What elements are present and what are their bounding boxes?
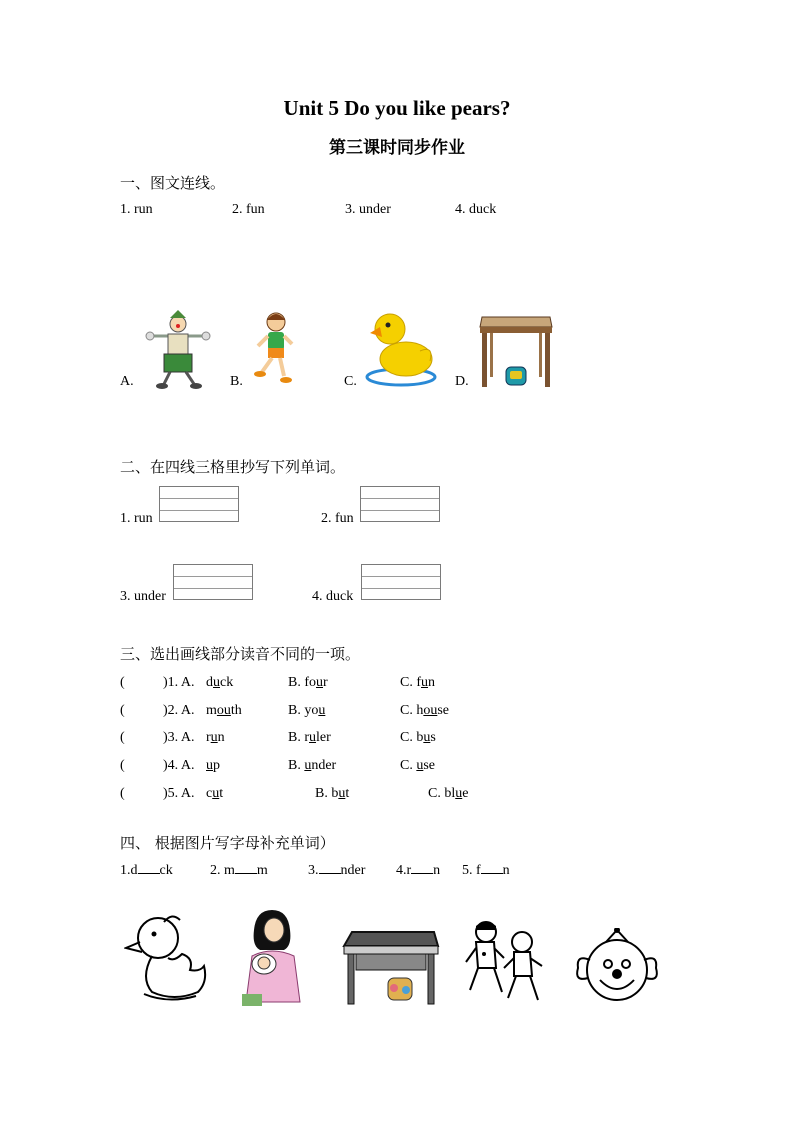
- word-part: th: [230, 703, 242, 718]
- s2-word-1: 1. run: [120, 511, 153, 526]
- mother-baby-icon: [242, 906, 302, 1006]
- s3-option-a: [206, 703, 242, 719]
- s3-answer-paren[interactable]: (: [120, 758, 125, 773]
- underlined-part: u: [423, 730, 431, 745]
- s3-option-b: [288, 675, 328, 691]
- underlined-part: u: [416, 758, 424, 773]
- underlined-part: u: [338, 786, 346, 801]
- option-letter: B.: [288, 703, 305, 718]
- word-part: b: [416, 730, 424, 745]
- writing-grid-1[interactable]: [159, 486, 239, 522]
- word-part: e: [462, 786, 469, 801]
- section2-heading: 二、在四线三格里抄写下列单词。: [120, 458, 346, 476]
- s3-option-a: [206, 786, 223, 802]
- s3-option-b: [288, 730, 331, 746]
- writing-grid-2[interactable]: [360, 486, 440, 522]
- s3-question-number: )3. A.: [163, 730, 195, 745]
- option-letter: B.: [315, 786, 332, 801]
- s1-word-4: 4. duck: [455, 202, 497, 217]
- word-part: ck: [220, 675, 234, 690]
- word-part: se: [437, 703, 450, 718]
- word-part: n: [217, 730, 225, 745]
- s3-option-b: [288, 703, 325, 719]
- option-letter: C.: [400, 675, 417, 690]
- s2-word-2: 2. fun: [321, 511, 354, 526]
- underlined-part: u: [212, 786, 220, 801]
- underlined-part: u: [213, 675, 220, 690]
- section4-heading: 四、 根据图片写字母补充单词）: [120, 834, 335, 852]
- s3-option-a: [206, 758, 220, 774]
- section3-heading: 三、选出画线部分读音不同的一项。: [120, 645, 361, 663]
- word-part: nder: [311, 758, 337, 773]
- s3-option-c: [428, 786, 468, 802]
- s3-answer-paren[interactable]: (: [120, 786, 125, 801]
- word-part: fo: [304, 675, 317, 690]
- running-boy-icon: [250, 310, 300, 388]
- s3-option-b: [288, 758, 336, 774]
- option-letter: C.: [400, 758, 417, 773]
- s3-question-number: )1. A.: [163, 675, 195, 690]
- section1-heading: 一、图文连线。: [120, 174, 226, 192]
- s3-question-number: )2. A.: [163, 703, 195, 718]
- option-letter: B.: [288, 675, 305, 690]
- s1-letter-d: D.: [455, 374, 469, 389]
- word-part: ler: [316, 730, 331, 745]
- s2-word-4: 4. duck: [312, 589, 354, 604]
- option-letter: B.: [288, 758, 305, 773]
- s1-letter-a: A.: [120, 374, 134, 389]
- underlined-part: u: [421, 675, 429, 690]
- word-part: se: [423, 758, 436, 773]
- s1-word-3: 3. under: [345, 202, 391, 217]
- s3-option-a: [206, 675, 233, 691]
- s1-word-1: 1. run: [120, 202, 153, 217]
- underlined-part: ou: [423, 703, 438, 718]
- word-part: s: [430, 730, 436, 745]
- duck-icon: [364, 305, 438, 389]
- s3-option-c: [400, 675, 435, 691]
- writing-grid-3[interactable]: [173, 564, 253, 600]
- word-part: r: [323, 675, 328, 690]
- word-part: b: [331, 786, 339, 801]
- underlined-part: u: [309, 730, 317, 745]
- option-letter: C.: [400, 703, 417, 718]
- word-part: f: [416, 675, 422, 690]
- s3-option-c: [400, 758, 435, 774]
- word-part: d: [206, 675, 213, 690]
- word-part: r: [304, 730, 310, 745]
- underlined-part: u: [318, 703, 326, 718]
- underlined-part: ou: [216, 703, 231, 718]
- writing-grid-4[interactable]: [361, 564, 441, 600]
- s3-option-c: [400, 730, 436, 746]
- s3-answer-paren[interactable]: (: [120, 675, 125, 690]
- page-title: Unit 5 Do you like pears?: [283, 96, 511, 120]
- s4-item-3[interactable]: 3. nder: [308, 863, 366, 878]
- duck-outline-icon: [124, 908, 210, 1002]
- option-letter: C.: [400, 730, 417, 745]
- table-bag-icon: [478, 309, 554, 389]
- underlined-part: u: [304, 758, 312, 773]
- option-letter: C.: [428, 786, 445, 801]
- word-part: t: [345, 786, 350, 801]
- s1-word-2: 2. fun: [232, 202, 265, 217]
- s4-item-2[interactable]: 2. m m: [210, 863, 268, 878]
- word-part: c: [206, 786, 213, 801]
- underlined-part: u: [206, 758, 213, 773]
- option-letter: B.: [288, 730, 305, 745]
- running-boys-icon: [464, 918, 548, 1004]
- s1-letter-c: C.: [344, 374, 357, 389]
- s3-option-c: [400, 703, 449, 719]
- desk-bag-icon: [342, 928, 440, 1006]
- word-part: h: [416, 703, 424, 718]
- word-part: bl: [444, 786, 456, 801]
- s4-item-5[interactable]: 5. f n: [462, 863, 510, 878]
- s3-option-a: [206, 730, 225, 746]
- s3-option-b: [315, 786, 349, 802]
- word-part: yo: [304, 703, 319, 718]
- page-subtitle: 第三课时同步作业: [329, 138, 465, 158]
- s3-question-number: )5. A.: [163, 786, 195, 801]
- s3-answer-paren[interactable]: (: [120, 730, 125, 745]
- underlined-part: u: [455, 786, 463, 801]
- underlined-part: u: [316, 675, 324, 690]
- s2-word-3: 3. under: [120, 589, 166, 604]
- s4-item-1[interactable]: 1.d ck: [120, 863, 173, 878]
- s4-item-4[interactable]: 4.r n: [396, 863, 441, 878]
- word-part: m: [206, 703, 217, 718]
- word-part: p: [213, 758, 220, 773]
- word-part: t: [219, 786, 224, 801]
- s3-question-number: )4. A.: [163, 758, 195, 773]
- underlined-part: u: [210, 730, 218, 745]
- s1-letter-b: B.: [230, 374, 243, 389]
- word-part: n: [428, 675, 436, 690]
- s3-answer-paren[interactable]: (: [120, 703, 125, 718]
- word-part: r: [206, 730, 211, 745]
- clown-face-icon: [572, 928, 662, 1006]
- clown-icon: [142, 310, 214, 390]
